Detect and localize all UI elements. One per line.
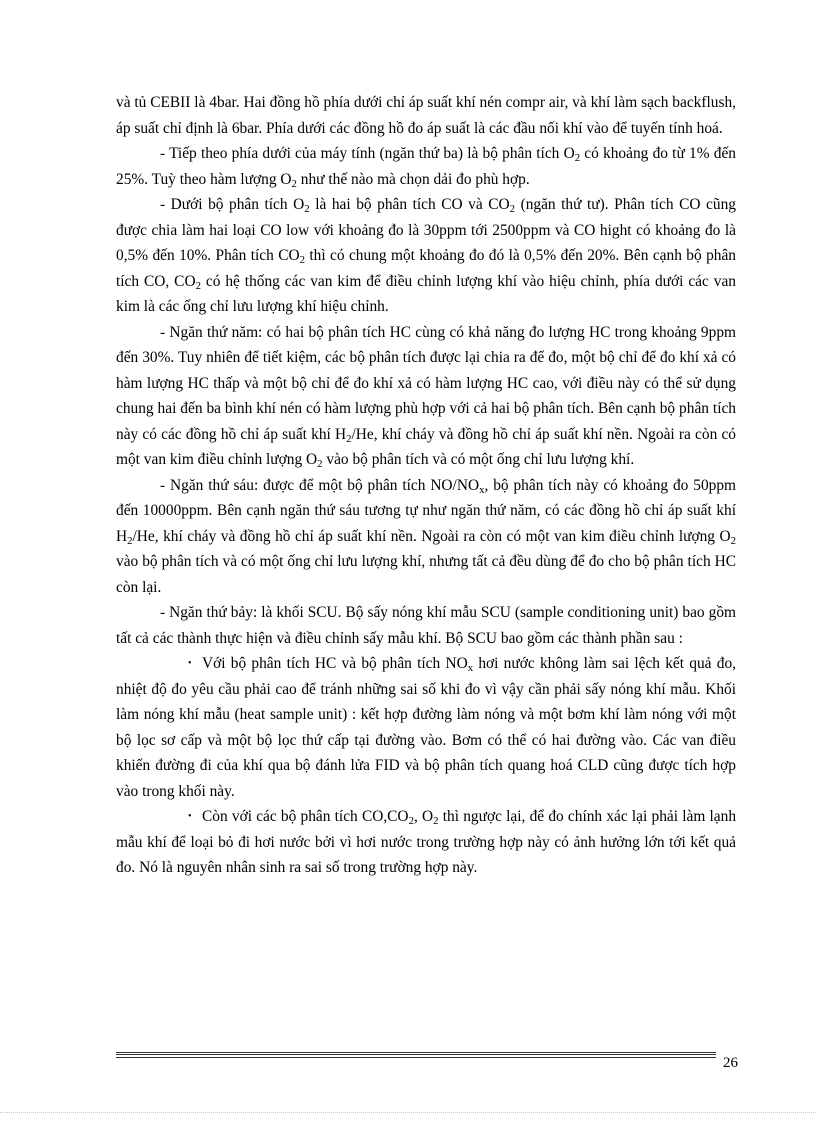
subscript: 2 (299, 254, 305, 267)
text-run: có hệ thống các van kim để điều chỉnh lượng khí vào hiệu chỉnh, phía dưới các van kim là các ống chỉ lưu lượng khí hiệu chỉnh. (116, 272, 736, 315)
text-run: /He, khí cháy và đồng hồ chỉ áp suất khí nền. Ngoài ra còn có một van kim điều chỉnh lượng O (116, 425, 736, 468)
text-run: - Ngăn thứ sáu: được để một bộ phân tích NO/NO (160, 476, 480, 494)
text-run: vào bộ phân tích và có một ống chỉ lưu lượng khí, nhưng tất cả đều dùng để đo cho bộ phân tích HC còn lại. (116, 553, 736, 596)
subscript: 2 (730, 534, 736, 547)
paragraph-oxygen-analyzer (116, 141, 736, 192)
subscript: 2 (304, 203, 310, 216)
bullet-icon: • (188, 811, 192, 822)
text-run: có khoảng đo từ 1% đến 25%. Tuỳ theo hàm lượng O (116, 145, 736, 188)
text-run: Còn với các bộ phân tích CO,CO (202, 808, 409, 825)
text-run: là hai bộ phân tích CO và CO (309, 196, 510, 213)
paragraph-1 (116, 90, 736, 141)
paragraph-seventh-compartment (116, 600, 736, 651)
subscript: 2 (433, 815, 439, 828)
text-run: thì có chung một khoảng đo đó là 0,5% đến 20%. Bên cạnh bộ phân tích CO, CO (116, 247, 737, 290)
subscript: x (479, 483, 485, 496)
paragraph-co-analyzers (116, 192, 736, 320)
text-run: , bộ phân tích này có khoảng đo 50ppm đến 10000ppm. Bên cạnh ngăn thứ sáu tương tự như ngăn thứ năm, có các đồng hồ chỉ áp suất khí H (116, 476, 737, 545)
subscript: 2 (509, 203, 516, 216)
text-run: - Tiếp theo phía dưới của máy tính (ngăn thứ ba) là bộ phân tích O (160, 145, 575, 162)
page-edge (0, 1112, 816, 1113)
text-run: như thế nào mà chọn dải đo phù hợp. (296, 170, 530, 188)
subscript: 2 (574, 152, 581, 165)
text-run: và tủ CEBII là 4bar. Hai đồng hồ phía dưới chỉ áp suất khí nén compr air, và khí làm sạch backflush, áp suất chỉ định là 6bar. Phía dưới các đồng hồ đo áp suất là các đầu nối khí vào để tuyến tính hoá. (116, 94, 736, 137)
text-run: - Ngăn thứ năm: có hai bộ phân tích HC cùng có khả năng đo lượng HC trong khoảng 9ppm đến 30%. Tuy nhiên để tiết kiệm, các bộ phân tích được lại chia ra để đo, một bộ chỉ để đo khí xả có hàm lượng HC thấp và một bộ chỉ để đo khí xả có hàm lượng HC cao, với điều này có thể sử dụng chung hai đến ba bình khí nén có hàm lượng phù hợp với cả hai bộ phân tích. Bên cạnh bộ phân tích này có các đồng hồ chỉ áp suất khí H (116, 323, 736, 443)
bullet-item-co-co2-o2 (116, 804, 736, 881)
body-text (116, 90, 736, 881)
paragraph-sixth-compartment (116, 473, 736, 601)
text-run: thì ngược lại, để đo chính xác lại phải làm lạnh mẫu khí để loại bỏ đi hơi nước bởi vì hơi nước trong trường hợp này có ảnh hưởng lớn tới kết quả đo. Nó là nguyên nhân sinh ra sai số trong trường hợp này. (116, 808, 737, 876)
subscript: 2 (291, 177, 297, 190)
text-run: vào bộ phân tích và có một ống chỉ lưu lượng khí. (322, 451, 635, 468)
subscript: 2 (127, 534, 133, 547)
footer-divider (116, 1052, 716, 1058)
subscript: 2 (317, 458, 323, 471)
subscript: 2 (195, 279, 201, 292)
bullet-icon: • (188, 658, 192, 669)
text-run: - Ngăn thứ bảy: là khối SCU. Bộ sấy nóng khí mẫu SCU (sample conditioning unit) bao gồm tất cả các thành thực hiện và điều chỉnh sấy mẫu khí. Bộ SCU bao gồm các thành phần sau : (116, 604, 736, 647)
page-number: 26 (723, 1055, 738, 1071)
text-run: (ngăn thứ tư). Phân tích CO cũng được chia làm hai loại CO low với khoảng đo là 30ppm tới 2500ppm và CO hight có khoảng đo là 0,5% đến 10%. Phân tích CO (116, 196, 736, 264)
subscript: 2 (408, 815, 414, 828)
text-run: Với bộ phân tích HC và bộ phân tích NO (202, 655, 468, 672)
text-run: hơi nước không làm sai lệch kết quả đo, nhiệt độ đo yêu cầu phải cao để tránh những sai số khi đo vì vậy cần phải sấy nóng khí mẫu. Khối làm nóng khí mẫu (heat sample unit) : kết hợp đường làm nóng và một bơm khí làm nóng với một bộ lọc sơ cấp và một bộ lọc thứ cấp tại đường vào. Bơm có thể có hai đường vào. Các van điều khiển đường đi của khí qua bộ đánh lửa FID và bộ phân tích quang hoá CLD cũng được tích hợp vào trong khối này. (116, 655, 736, 800)
paragraph-fifth-compartment (116, 320, 736, 473)
text-run: , O (413, 808, 434, 825)
text-run: /He, khí cháy và đồng hồ chỉ áp suất khí nền. Ngoài ra còn có một van kim điều chỉnh lượng O (132, 527, 731, 545)
text-run: - Dưới bộ phân tích O (160, 196, 305, 213)
subscript: 2 (346, 432, 352, 445)
subscript: x (467, 662, 474, 675)
bullet-item-hc-nox (116, 651, 736, 804)
